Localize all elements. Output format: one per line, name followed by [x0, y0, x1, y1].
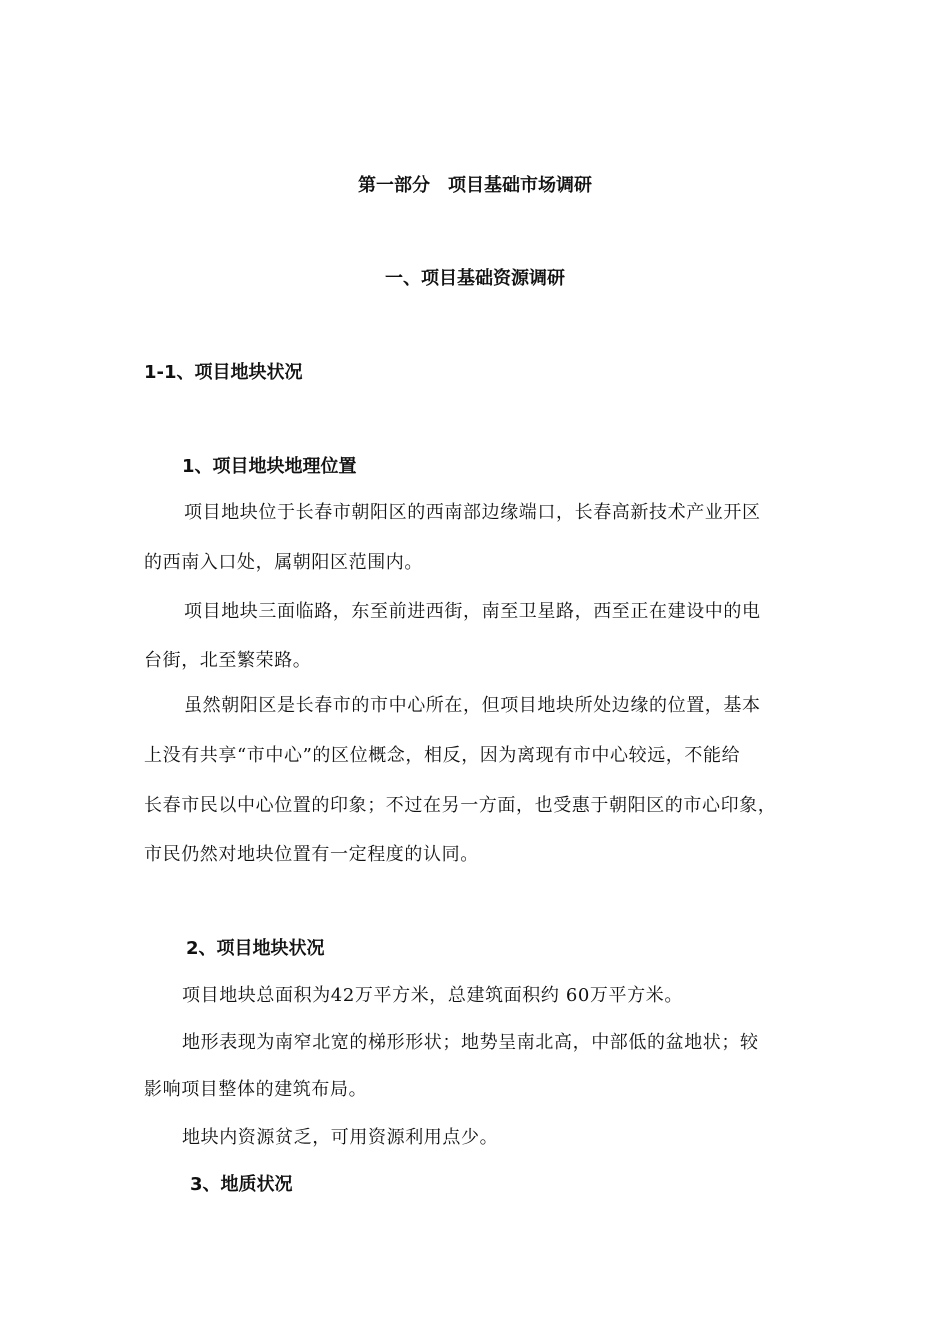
item2-p1: 项目地块总面积为42万平方米，总建筑面积约 60万平方米。 [182, 985, 683, 1006]
item2-heading: 2、项目地块状况 [186, 938, 325, 959]
item1-p2-line1: 项目地块三面临路，东至前进西街，南至卫星路，西至正在建设中的电 [184, 601, 761, 622]
item1-p2-line2: 台街，北至繁荣路。 [144, 650, 312, 671]
item1-p1-line1: 项目地块位于长春市朝阳区的西南部边缘端口，长春高新技术产业开区 [184, 502, 761, 523]
part-title: 第一部分 项目基础市场调研 [358, 175, 592, 196]
item2-p2-line2: 影响项目整体的建筑布局。 [144, 1079, 368, 1100]
item2-p3: 地块内资源贫乏，可用资源利用点少。 [182, 1127, 499, 1148]
item1-heading: 1、项目地块地理位置 [182, 456, 357, 477]
item1-p1-line2: 的西南入口处，属朝阳区范围内。 [144, 552, 423, 573]
item2-p2-line1: 地形表现为南窄北宽的梯形形状；地势呈南北高，中部低的盆地状；较 [182, 1032, 759, 1053]
item3-heading: 3、地质状况 [190, 1174, 293, 1195]
subsection-title: 1-1、项目地块状况 [144, 362, 303, 383]
item1-p3-line1: 虽然朝阳区是长春市的市中心所在，但项目地块所处边缘的位置，基本 [184, 695, 761, 716]
item1-p3-line3: 长春市民以中心位置的印象；不过在另一方面，也受惠于朝阳区的市心印象， [144, 795, 777, 816]
item1-p3-line2: 上没有共享“市中心”的区位概念，相反，因为离现有市中心较远，不能给 [144, 745, 741, 766]
item1-p3-line4: 市民仍然对地块位置有一定程度的认同。 [144, 844, 479, 865]
section-title: 一、项目基础资源调研 [385, 268, 565, 289]
